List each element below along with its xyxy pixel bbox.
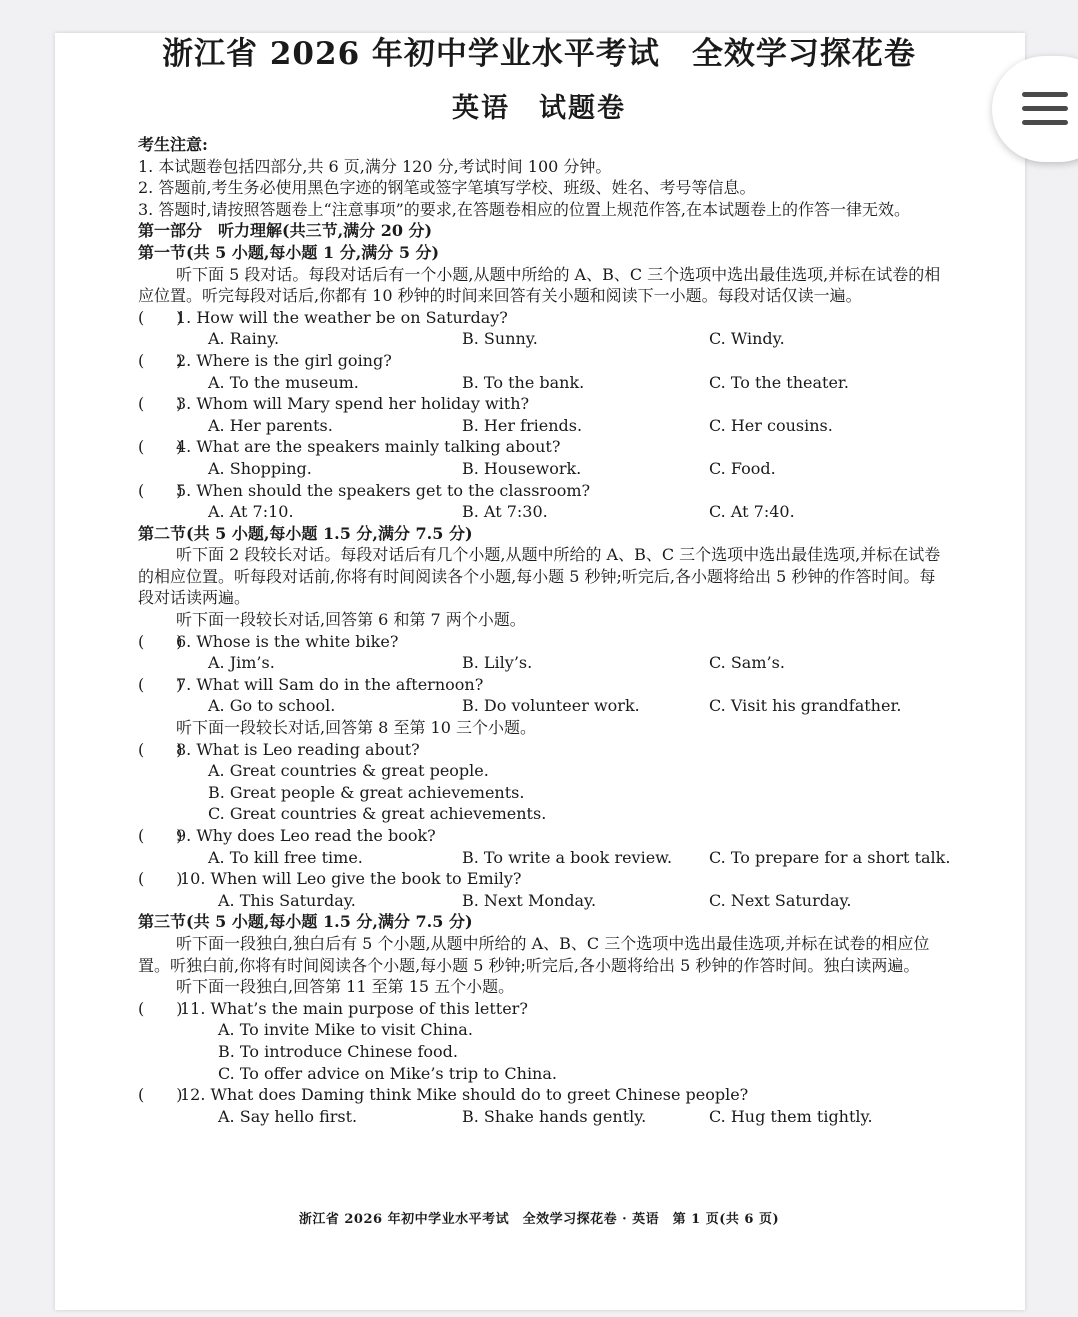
question-10 (138, 868, 948, 890)
option-b: B. Sunny. (462, 329, 538, 349)
options-5 (138, 501, 948, 523)
options-3 (138, 415, 948, 437)
option-b: B. Housework. (462, 458, 582, 478)
page-footer: 浙江省 2026 年初中学业水平考试 全效学习探花卷 · 英语 第 1 页(共 6 页) (298, 1212, 780, 1227)
question-3 (138, 393, 948, 415)
question-7 (138, 674, 948, 696)
options-4 (138, 458, 948, 480)
option-b: B. Do volunteer work. (462, 696, 640, 716)
options-6 (138, 652, 948, 674)
question-text: 5. When should the speakers get to the classroom? (176, 480, 591, 500)
section3-title: 第三节(共 5 小题,每小题 1.5 分,满分 7.5 分) (138, 912, 473, 932)
question-6 (138, 631, 948, 653)
notice-item-1: 1. 本试题卷包括四部分,共 6 页,满分 120 分,考试时间 100 分钟。 (138, 156, 612, 176)
options-12 (138, 1106, 948, 1128)
exam-content (138, 134, 951, 1127)
option-c: C. To prepare for a short talk. (709, 847, 951, 867)
option-c: C. To the theater. (709, 372, 849, 392)
answer-blank[interactable]: ( ) (138, 826, 183, 845)
option-a: A. Say hello first. (218, 1106, 358, 1126)
options-2 (138, 372, 948, 394)
question-11 (138, 998, 948, 1020)
option-a: A. Rainy. (208, 329, 280, 349)
option-a: A. Great countries & great people. (208, 761, 489, 781)
option-a: A. Go to school. (208, 696, 336, 716)
options-10 (138, 890, 948, 912)
option-b: B. Next Monday. (462, 890, 597, 910)
question-text: 1. How will the weather be on Saturday? (176, 307, 508, 327)
part1-title: 第一部分 听力理解(共三节,满分 20 分) (138, 221, 433, 241)
notice-item-2: 2. 答题前,考生务必使用黑色字迹的钢笔或签字笔填写学校、班级、姓名、考号等信息。 (138, 178, 756, 198)
section1-title: 第一节(共 5 小题,每小题 1 分,满分 5 分) (138, 242, 440, 262)
question-text: 3. Whom will Mary spend her holiday with? (176, 394, 530, 414)
options-9 (138, 847, 951, 869)
answer-blank[interactable]: ( ) (138, 998, 183, 1018)
answer-blank[interactable]: ( ) (138, 1085, 183, 1105)
exam-title: 浙江省 2026 年初中学业水平考试 全效学习探花卷 (162, 36, 916, 72)
question-5 (138, 480, 948, 502)
option-a: A. To kill free time. (208, 847, 363, 867)
question-text: 4. What are the speakers mainly talking about? (176, 437, 561, 457)
section2-intro-2: 听下面一段较长对话,回答第 8 至第 10 三个小题。 (176, 718, 536, 738)
section2-title: 第二节(共 5 小题,每小题 1.5 分,满分 7.5 分) (138, 523, 473, 543)
answer-blank[interactable]: ( ) (138, 674, 183, 694)
option-b: B. At 7:30. (462, 502, 548, 522)
option-b: B. Lily’s. (462, 653, 533, 673)
option-c: C. At 7:40. (709, 502, 795, 522)
option-b: B. Her friends. (462, 415, 583, 435)
option-c: C. Windy. (709, 329, 785, 349)
question-2 (138, 350, 948, 372)
answer-blank[interactable]: ( ) (138, 739, 183, 759)
option-c: C. To offer advice on Mike’s trip to China. (218, 1063, 557, 1083)
section3-intro: 听下面一段独白,回答第 11 至第 15 五个小题。 (176, 977, 515, 997)
answer-blank[interactable]: ( ) (138, 350, 183, 370)
answer-blank[interactable]: ( ) (138, 437, 183, 457)
option-a: A. Her parents. (208, 415, 333, 435)
option-c: C. Food. (709, 458, 776, 478)
question-text: 6. Whose is the white bike? (176, 631, 399, 651)
section2-instruction: 听下面 2 段较长对话。每段对话后有几个小题,从题中所给的 A、B、C 三个选项中选出最佳选项,并标在试卷的相应位置。听每段对话前,你将有时间阅读各个小题,每小题 5 秒钟;听完后,各小题将给出 5 秒钟的作答时间。每段对话读两遍。 (138, 545, 941, 608)
answer-blank[interactable]: ( ) (138, 480, 183, 500)
option-a: A. This Saturday. (218, 890, 356, 910)
question-12 (138, 1084, 948, 1106)
option-c: C. Great countries & great achievements. (208, 804, 547, 824)
answer-blank[interactable]: ( ) (138, 631, 183, 651)
answer-blank[interactable]: ( ) (138, 394, 183, 414)
question-8 (138, 739, 948, 761)
option-c: C. Next Saturday. (709, 890, 852, 910)
question-text: 2. Where is the girl going? (176, 350, 392, 370)
option-c: C. Sam’s. (709, 653, 785, 673)
option-a: A. At 7:10. (208, 502, 294, 522)
question-text: 11. What’s the main purpose of this letter? (180, 998, 528, 1018)
answer-blank[interactable]: ( ) (138, 307, 183, 327)
options-1 (138, 328, 948, 350)
section2-intro-1: 听下面一段较长对话,回答第 6 和第 7 两个小题。 (176, 610, 526, 630)
question-text: 8. What is Leo reading about? (176, 739, 420, 759)
option-c: C. Visit his grandfather. (709, 696, 902, 716)
answer-blank[interactable]: ( ) (138, 869, 183, 889)
question-text: 7. What will Sam do in the afternoon? (176, 674, 484, 694)
exam-subtitle: 英语 试题卷 (452, 93, 626, 124)
option-a: A. Jim’s. (208, 653, 275, 673)
option-a: A. To invite Mike to visit China. (218, 1020, 473, 1040)
options-7 (138, 695, 948, 717)
notice-heading: 考生注意: (138, 135, 208, 154)
option-b: B. To the bank. (462, 372, 585, 392)
question-9 (138, 825, 948, 847)
option-b: B. To write a book review. (462, 847, 673, 867)
option-a: A. To the museum. (208, 372, 359, 392)
notice-item-3: 3. 答题时,请按照答题卷上“注意事项”的要求,在答题卷相应的位置上规范作答,在本试题卷上的作答一律无效。 (138, 199, 910, 219)
question-4 (138, 436, 948, 458)
question-text: 10. When will Leo give the book to Emily? (180, 869, 522, 889)
section1-instruction: 听下面 5 段对话。每段对话后有一个小题,从题中所给的 A、B、C 三个选项中选出最佳选项,并标在试卷的相应位置。听完每段对话后,你都有 10 秒钟的时间来回答有关小题和阅读下一小题。每段对话仅读一遍。 (138, 264, 941, 306)
option-a: A. Shopping. (208, 458, 312, 478)
section3-instruction: 听下面一段独白,独白后有 5 个小题,从题中所给的 A、B、C 三个选项中选出最佳选项,并标在试卷的相应位置。听独白前,你将有时间阅读各个小题,每小题 5 秒钟;听完后,各小题将给出 5 秒钟的作答时间。独白读两遍。 (138, 933, 930, 975)
option-c: C. Her cousins. (709, 415, 833, 435)
question-text: 9. Why does Leo read the book? (176, 826, 436, 845)
option-c: C. Hug them tightly. (709, 1106, 873, 1126)
question-1 (138, 307, 948, 329)
option-b: B. Great people & great achievements. (208, 782, 525, 802)
question-text: 12. What does Daming think Mike should do to greet Chinese people? (180, 1085, 749, 1105)
option-b: B. To introduce Chinese food. (218, 1041, 458, 1061)
option-b: B. Shake hands gently. (462, 1106, 647, 1126)
